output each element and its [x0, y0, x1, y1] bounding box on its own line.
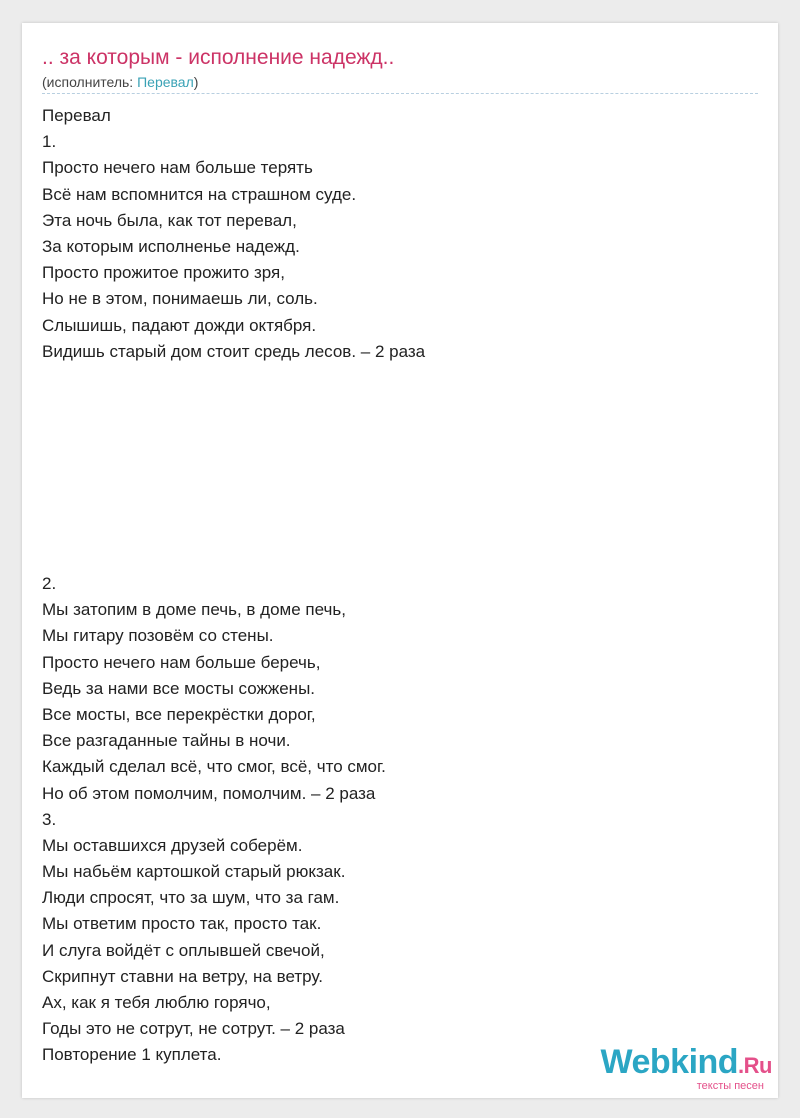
header-separator: [42, 93, 758, 94]
lyrics-line: Мы оставшихся друзей соберём.: [42, 835, 303, 855]
lyrics-line: Но об этом помолчим, помолчим. – 2 раза: [42, 783, 376, 803]
lyrics-line: Мы затопим в доме печь, в доме печь,: [42, 600, 346, 620]
logo-name: Webkind: [600, 1043, 739, 1081]
lyrics-line: Всё нам вспомнится на страшном суде.: [42, 184, 357, 204]
lyrics-line: Все мосты, все перекрёстки дорог,: [42, 704, 316, 724]
performer-prefix: (исполнитель:: [42, 74, 138, 90]
lyrics-line: Просто нечего нам больше терять: [42, 158, 313, 178]
lyrics-line: 1.: [42, 132, 57, 152]
lyrics-line: И слуга войдёт с оплывшей свечой,: [42, 940, 325, 960]
lyrics-line: Мы ответим просто так, просто так.: [42, 914, 322, 934]
performer-line: [42, 73, 198, 91]
logo-domain: .Ru: [738, 1053, 772, 1078]
lyrics-line: 2.: [42, 574, 57, 593]
lyrics-line: Слышишь, падают дожди октября.: [42, 315, 317, 335]
lyrics-line: Просто нечего нам больше беречь,: [42, 652, 321, 672]
lyrics-line: Годы это не сотрут, не сотрут. – 2 раза: [42, 1019, 345, 1039]
lyrics-block-2: [42, 571, 386, 1069]
lyrics-line: Эта ночь была, как тот перевал,: [42, 210, 297, 230]
lyrics-line: Мы набьём картошкой старый рюкзак.: [42, 862, 346, 882]
lyrics-card: [22, 23, 778, 1098]
performer-link[interactable]: Перевал: [137, 74, 194, 90]
lyrics-line: Видишь старый дом стоит средь лесов. – 2 раза: [42, 341, 426, 361]
lyrics-line: Повторение 1 куплета.: [42, 1045, 222, 1065]
lyrics-block-1: [42, 103, 425, 365]
lyrics-line: За которым исполненье надежд.: [42, 236, 300, 256]
lyrics-line: 3.: [42, 809, 57, 829]
lyrics-line: Но не в этом, понимаешь ли, соль.: [42, 289, 318, 309]
logo-tagline: тексты песен: [696, 1080, 764, 1092]
lyrics-line: Перевал: [42, 106, 111, 125]
logo-wordmark: [601, 1045, 773, 1083]
lyrics-line: Мы гитару позовём со стены.: [42, 626, 274, 646]
performer-suffix: ): [193, 74, 199, 90]
webkind-logo[interactable]: [601, 1045, 773, 1092]
lyrics-line: Все разгаданные тайны в ночи.: [42, 731, 291, 751]
lyrics-line: Люди спросят, что за шум, что за гам.: [42, 888, 340, 908]
lyrics-line: Просто прожитое прожито зря,: [42, 263, 285, 283]
lyrics-line: Каждый сделал всё, что смог, всё, что смог.: [42, 757, 386, 777]
lyrics-line: Скрипнут ставни на ветру, на ветру.: [42, 966, 323, 986]
lyrics-line: Ведь за нами все мосты сожжены.: [42, 678, 316, 698]
lyrics-line: Ах, как я тебя люблю горячо,: [42, 993, 271, 1012]
song-title: .. за которым - исполнение надежд..: [42, 46, 395, 69]
